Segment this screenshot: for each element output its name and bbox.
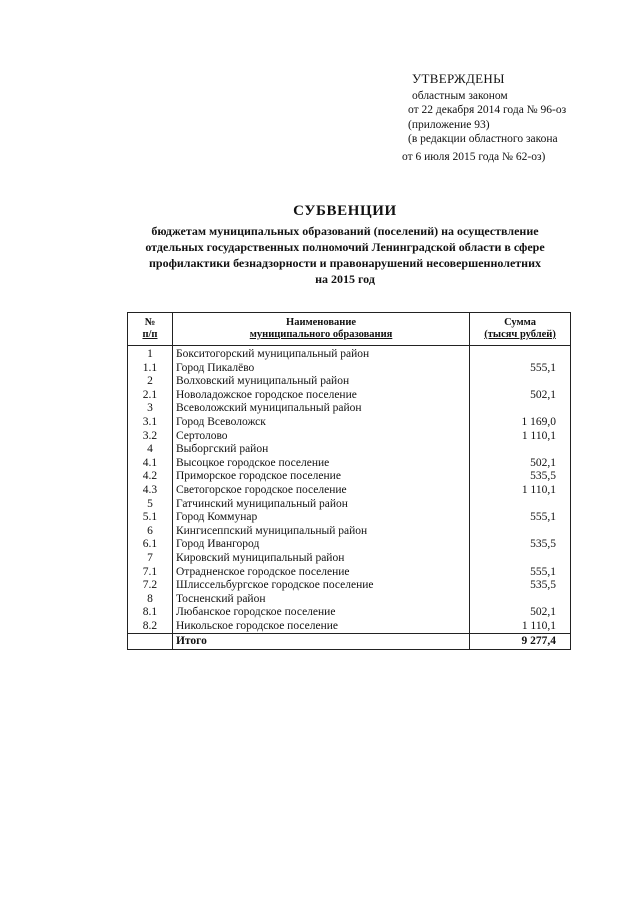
header-text: п/п (142, 329, 158, 340)
table-row (128, 498, 571, 512)
row-sum-cell: 1 110,1 (470, 484, 571, 498)
approval-line: (в редакции областного закона (408, 133, 558, 145)
row-number-cell: 1 (128, 346, 173, 362)
row-sum-cell (470, 443, 571, 457)
document-subtitle-line: бюджетам муниципальных образований (поселений) на осуществление (151, 224, 539, 238)
table-row (128, 484, 571, 498)
document-subtitle-line: на 2015 год (315, 272, 375, 286)
table-row (128, 389, 571, 403)
row-name-cell: Тосненский район (172, 593, 469, 607)
table-row (128, 346, 571, 362)
row-name-cell: Приморское городское поселение (172, 470, 469, 484)
row-sum-cell: 1 110,1 (470, 430, 571, 444)
row-number-cell: 8.2 (128, 620, 173, 634)
approval-line: областным законом (412, 89, 508, 102)
row-sum-cell: 555,1 (470, 566, 571, 580)
row-sum-cell: 555,1 (470, 511, 571, 525)
row-name-cell: Город Пикалёво (172, 362, 469, 376)
approval-line: (приложение 93) (408, 118, 490, 131)
row-sum-cell (470, 525, 571, 539)
row-sum-cell (470, 498, 571, 512)
column-header-sum (470, 313, 571, 346)
row-name-cell: Шлиссельбургское городское поселение (172, 579, 469, 593)
table-row (128, 430, 571, 444)
table-row (128, 470, 571, 484)
row-name-cell: Город Всеволожск (172, 416, 469, 430)
row-number-cell: 8.1 (128, 606, 173, 620)
table-header-row (128, 313, 571, 346)
table-row (128, 416, 571, 430)
header-text: № (144, 317, 156, 328)
row-number-cell: 2.1 (128, 389, 173, 403)
document-title: СУБВЕНЦИИ (293, 203, 397, 219)
row-number-cell: 7.1 (128, 566, 173, 580)
row-number-cell: 3 (128, 402, 173, 416)
row-number-cell: 7 (128, 552, 173, 566)
table-row (128, 511, 571, 525)
row-number-cell: 7.2 (128, 579, 173, 593)
row-sum-cell: 502,1 (470, 457, 571, 471)
column-header-number (128, 313, 173, 346)
row-number-cell: 6.1 (128, 538, 173, 552)
row-name-cell: Всеволожский муниципальный район (172, 402, 469, 416)
table-row (128, 593, 571, 607)
table-row (128, 620, 571, 634)
table-row (128, 375, 571, 389)
row-sum-cell (470, 402, 571, 416)
total-sum-cell: 9 277,4 (470, 634, 571, 650)
row-sum-cell: 1 110,1 (470, 620, 571, 634)
row-name-cell: Выборгский район (172, 443, 469, 457)
row-name-cell: Кингисеппский муниципальный район (172, 525, 469, 539)
table-row (128, 552, 571, 566)
row-sum-cell: 535,5 (470, 579, 571, 593)
row-name-cell: Новоладожское городское поселение (172, 389, 469, 403)
table-row (128, 402, 571, 416)
row-sum-cell: 555,1 (470, 362, 571, 376)
row-number-cell: 5 (128, 498, 173, 512)
total-number-cell (128, 634, 173, 650)
row-sum-cell: 535,5 (470, 470, 571, 484)
table-row (128, 457, 571, 471)
row-name-cell: Город Коммунар (172, 511, 469, 525)
row-number-cell: 6 (128, 525, 173, 539)
table-row (128, 538, 571, 552)
document-title-block (95, 203, 595, 287)
document-subtitle-line: отдельных государственных полномочий Ленинградской области в сфере (145, 240, 545, 254)
row-name-cell: Город Ивангород (172, 538, 469, 552)
row-number-cell: 1.1 (128, 362, 173, 376)
table-row (128, 579, 571, 593)
row-name-cell: Кировский муниципальный район (172, 552, 469, 566)
approval-line: от 6 июля 2015 года № 62-оз) (402, 150, 546, 163)
row-sum-cell: 1 169,0 (470, 416, 571, 430)
row-sum-cell (470, 375, 571, 389)
total-label-cell: Итого (172, 634, 469, 650)
row-number-cell: 4.1 (128, 457, 173, 471)
row-number-cell: 4 (128, 443, 173, 457)
table-row (128, 606, 571, 620)
row-sum-cell: 535,5 (470, 538, 571, 552)
row-name-cell: Бокситогорский муниципальный район (172, 346, 469, 362)
row-number-cell: 4.3 (128, 484, 173, 498)
approval-heading: УТВЕРЖДЕНЫ (412, 71, 505, 86)
approval-stamp (398, 72, 598, 164)
row-sum-cell (470, 346, 571, 362)
table-row (128, 566, 571, 580)
row-name-cell: Высоцкое городское поселение (172, 457, 469, 471)
approval-line: от 22 декабря 2014 года № 96-оз (408, 104, 567, 116)
row-number-cell: 5.1 (128, 511, 173, 525)
table-total-row (128, 634, 571, 650)
row-sum-cell: 502,1 (470, 606, 571, 620)
document-subtitle-line: профилактики безнадзорности и правонарушений несовершеннолетних (148, 256, 541, 270)
row-name-cell: Отрадненское городское поселение (172, 566, 469, 580)
header-text: муниципального образования (249, 329, 393, 340)
subventions-table (127, 312, 571, 650)
table-row (128, 525, 571, 539)
row-name-cell: Гатчинский муниципальный район (172, 498, 469, 512)
row-name-cell: Волховский муниципальный район (172, 375, 469, 389)
row-sum-cell: 502,1 (470, 389, 571, 403)
row-number-cell: 3.1 (128, 416, 173, 430)
row-name-cell: Светогорское городское поселение (172, 484, 469, 498)
table-row (128, 362, 571, 376)
row-number-cell: 3.2 (128, 430, 173, 444)
header-text: (тысяч рублей) (484, 329, 556, 340)
column-header-name (172, 313, 469, 346)
row-number-cell: 2 (128, 375, 173, 389)
table-row (128, 443, 571, 457)
header-text: Наименование (286, 317, 357, 328)
row-name-cell: Любанское городское поселение (172, 606, 469, 620)
header-text: Сумма (504, 317, 536, 328)
row-number-cell: 4.2 (128, 470, 173, 484)
row-name-cell: Никольское городское поселение (172, 620, 469, 634)
row-sum-cell (470, 552, 571, 566)
row-name-cell: Сертолово (172, 430, 469, 444)
row-sum-cell (470, 593, 571, 607)
row-number-cell: 8 (128, 593, 173, 607)
